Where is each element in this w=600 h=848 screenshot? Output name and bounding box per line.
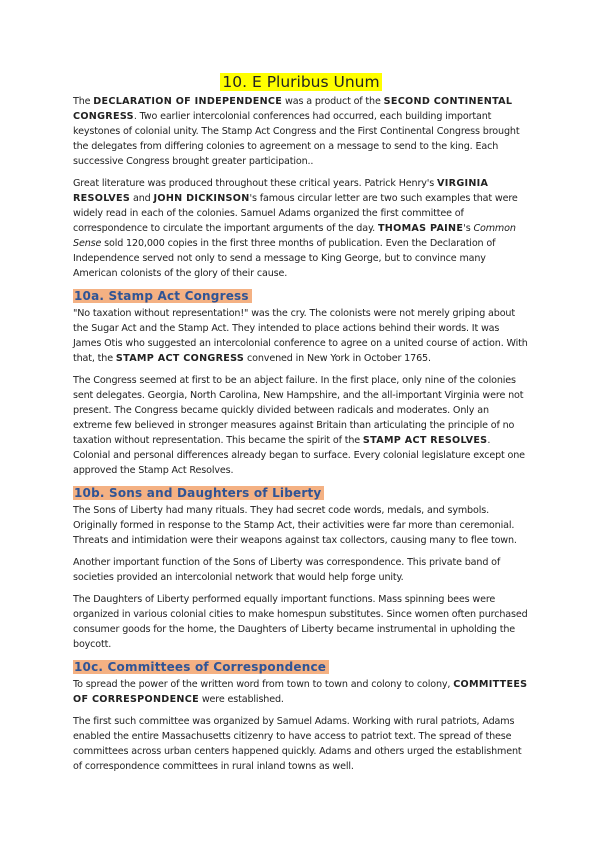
title-common-sense: Common Sense	[73, 223, 516, 249]
term-declaration: DECLARATION OF INDEPENDENCE	[93, 96, 283, 107]
intro-paragraph-2: Great literature was produced throughout these critical years. Patrick Henry's VIRGINIA RESOLVES and JOHN DICKINSON's famous circular letter are two such examples that were widely read in each of the colonies. Samuel Adams organized the first committee of correspondence to circulate the important arguments of the day. THOMAS PAINE's Common Sense sold 120,000 copies in the first three months of publication. Even the Declaration of Independence served not only to send a message to King George, but to convince many American colonists of the glory of their cause.	[73, 178, 518, 279]
term-stamp-act-resolves: STAMP ACT RESOLVES	[362, 435, 488, 446]
term-thomas-paine: THOMAS PAINE	[377, 223, 464, 234]
liberty-paragraph-3: The Daughters of Liberty performed equally important functions. Mass spinning bees were organized in various colonial cities to make homespun substitutes. Since women often purchased consumer goods for the home, the Daughters of Liberty became instrumental in upholding the boycott.	[73, 594, 528, 650]
stamp-act-paragraph-1: "No taxation without representation!" was the cry. The colonists were not merely griping about the Sugar Act and the Stamp Act. They intended to place actions behind their words. It was James Otis who suggested an intercolonial conference to agree on a united course of action. With that, the STAMP ACT CONGRESS convened in New York in October 1765.	[73, 308, 528, 364]
section-heading-committees: 10c. Committees of Correspondence	[73, 659, 529, 676]
document-page	[73, 72, 529, 781]
term-virginia-resolves: VIRGINIA RESOLVES	[73, 178, 489, 204]
term-committees-correspondence: COMMITTEES OF CORRESPONDENCE	[73, 679, 528, 705]
stamp-act-paragraph-2: The Congress seemed at first to be an abject failure. In the first place, only nine of the colonies sent delegates. Georgia, North Carolina, New Hampshire, and the all-important Virginia were not present. The Congress became quickly divided between radicals and moderates. Only an extreme few believed in stronger measures against Britain than articulating the principle of no taxation without representation. This became the spirit of the STAMP ACT RESOLVES. Colonial and personal differences already began to surface. Every colonial legislature except one approved the Stamp Act Resolves.	[73, 375, 525, 476]
section-heading-sons-daughters: 10b. Sons and Daughters of Liberty	[73, 485, 529, 502]
section-heading-stamp-act: 10a. Stamp Act Congress	[73, 288, 529, 305]
liberty-paragraph-2: Another important function of the Sons of Liberty was correspondence. This private band of societies provided an intercolonial network that would help forge unity.	[73, 557, 501, 583]
term-john-dickinson: JOHN DICKINSON	[153, 193, 250, 204]
liberty-paragraph-1: The Sons of Liberty had many rituals. They had secret code words, medals, and symbols. Originally formed in response to the Stamp Act, their activities were far more than ceremonial. Threats and intimidation were their weapons against tax collectors, causing many to flee town.	[73, 505, 517, 546]
title-highlight: 10. E Pluribus Unum	[222, 73, 380, 91]
page-title	[73, 72, 529, 92]
intro-paragraph-1: The DECLARATION OF INDEPENDENCE was a product of the SECOND CONTINENTAL CONGRESS. Two earlier intercolonial conferences had occurred, each building important keystones of colonial unity. The Stamp Act Congress and the First Continental Congress brought the delegates from differing colonies to agreement on a message to send to the king. Each successive Congress brought greater participation..	[73, 96, 520, 167]
committees-paragraph-1: To spread the power of the written word from town to town and colony to colony, COMMITTEES OF CORRESPONDENCE were established.	[73, 679, 528, 705]
term-second-congress: SECOND CONTINENTAL CONGRESS	[73, 96, 513, 122]
term-stamp-act-congress: STAMP ACT CONGRESS	[115, 353, 245, 364]
committees-paragraph-2: The first such committee was organized by Samuel Adams. Working with rural patriots, Adams enabled the entire Massachusetts citizenry to have access to patriot text. The spread of these committees across urban centers happened quickly. Adams and others urged the establishment of correspondence committees in rural inland towns as well.	[73, 716, 522, 772]
